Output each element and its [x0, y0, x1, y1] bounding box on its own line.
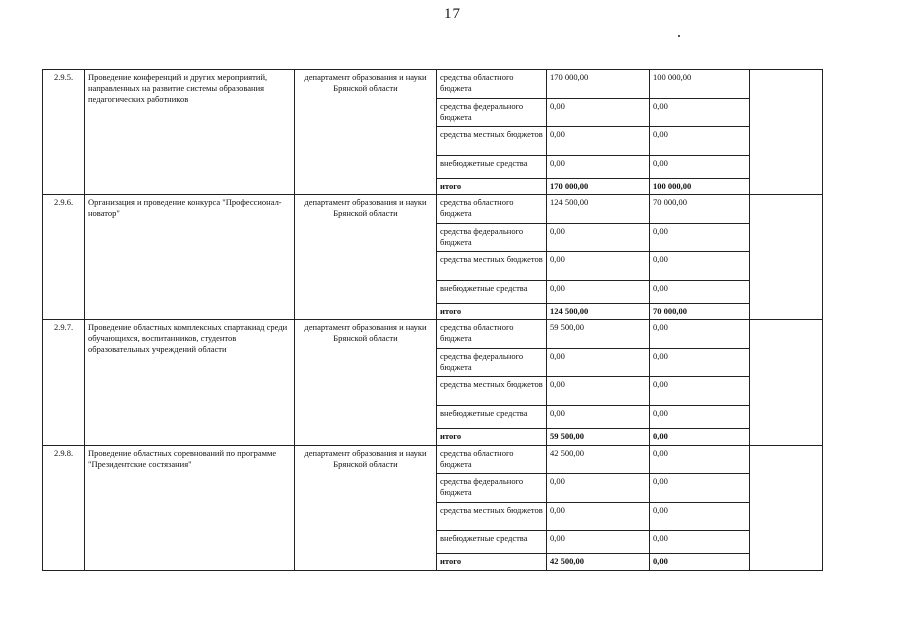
funding-source: средства областного бюджета — [437, 195, 547, 224]
empty-column — [750, 320, 823, 445]
total-label: итого — [437, 304, 547, 320]
amount-1: 0,00 — [547, 405, 650, 428]
item-title: Проведение конференций и других мероприятий, направленных на развитие системы образования педагогических работников — [85, 70, 295, 195]
item-department: департамент образования и науки Брянской области — [295, 70, 437, 195]
amount-2: 100 000,00 — [650, 70, 750, 99]
total-amount-1: 124 500,00 — [547, 304, 650, 320]
amount-2: 0,00 — [650, 252, 750, 281]
amount-1: 170 000,00 — [547, 70, 650, 99]
funding-source: средства областного бюджета — [437, 70, 547, 99]
amount-2: 0,00 — [650, 127, 750, 156]
amount-2: 0,00 — [650, 502, 750, 531]
amount-2: 0,00 — [650, 405, 750, 428]
item-title: Проведение областных комплексных спартакиад среди обучающихся, воспитанников, студентов образовательных учреждений области — [85, 320, 295, 445]
amount-2: 0,00 — [650, 531, 750, 554]
item-department: департамент образования и науки Брянской области — [295, 195, 437, 320]
amount-1: 0,00 — [547, 223, 650, 252]
item-department: департамент образования и науки Брянской области — [295, 445, 437, 570]
amount-1: 0,00 — [547, 98, 650, 127]
amount-2: 0,00 — [650, 348, 750, 377]
page-number: 17 — [444, 6, 461, 22]
empty-column — [750, 195, 823, 320]
amount-1: 0,00 — [547, 280, 650, 303]
amount-2: 0,00 — [650, 474, 750, 503]
amount-1: 124 500,00 — [547, 195, 650, 224]
total-amount-2: 0,00 — [650, 554, 750, 571]
amount-1: 59 500,00 — [547, 320, 650, 349]
funding-source: средства федерального бюджета — [437, 474, 547, 503]
total-label: итого — [437, 554, 547, 571]
amount-1: 0,00 — [547, 502, 650, 531]
funding-row — [43, 70, 823, 99]
scan-speck — [678, 35, 680, 37]
amount-1: 0,00 — [547, 155, 650, 178]
amount-1: 0,00 — [547, 531, 650, 554]
total-amount-1: 42 500,00 — [547, 554, 650, 571]
amount-2: 0,00 — [650, 223, 750, 252]
budget-table — [42, 69, 823, 571]
funding-row — [43, 445, 823, 474]
funding-source: средства местных бюджетов — [437, 127, 547, 156]
funding-source: средства федерального бюджета — [437, 348, 547, 377]
amount-1: 0,00 — [547, 127, 650, 156]
funding-source: средства федерального бюджета — [437, 98, 547, 127]
amount-2: 0,00 — [650, 155, 750, 178]
total-amount-2: 0,00 — [650, 429, 750, 445]
amount-1: 0,00 — [547, 252, 650, 281]
funding-source: внебюджетные средства — [437, 405, 547, 428]
amount-2: 0,00 — [650, 320, 750, 349]
amount-2: 0,00 — [650, 445, 750, 474]
funding-source: внебюджетные средства — [437, 531, 547, 554]
total-amount-2: 100 000,00 — [650, 178, 750, 194]
empty-column — [750, 70, 823, 195]
funding-source: средства местных бюджетов — [437, 252, 547, 281]
funding-source: средства местных бюджетов — [437, 502, 547, 531]
total-amount-1: 59 500,00 — [547, 429, 650, 445]
amount-1: 42 500,00 — [547, 445, 650, 474]
item-title: Проведение областных соревнований по программе "Президентские состязания" — [85, 445, 295, 570]
amount-2: 70 000,00 — [650, 195, 750, 224]
funding-source: средства областного бюджета — [437, 445, 547, 474]
total-label: итого — [437, 178, 547, 194]
amount-1: 0,00 — [547, 474, 650, 503]
item-number: 2.9.6. — [43, 195, 85, 320]
amount-1: 0,00 — [547, 377, 650, 406]
item-department: департамент образования и науки Брянской области — [295, 320, 437, 445]
amount-2: 0,00 — [650, 98, 750, 127]
total-amount-2: 70 000,00 — [650, 304, 750, 320]
item-title: Организация и проведение конкурса "Профессионал-новатор" — [85, 195, 295, 320]
funding-source: внебюджетные средства — [437, 155, 547, 178]
funding-source: средства федерального бюджета — [437, 223, 547, 252]
amount-2: 0,00 — [650, 280, 750, 303]
amount-1: 0,00 — [547, 348, 650, 377]
funding-source: внебюджетные средства — [437, 280, 547, 303]
amount-2: 0,00 — [650, 377, 750, 406]
table-body — [43, 70, 823, 571]
empty-column — [750, 445, 823, 570]
item-number: 2.9.8. — [43, 445, 85, 570]
funding-source: средства местных бюджетов — [437, 377, 547, 406]
funding-row — [43, 195, 823, 224]
total-label: итого — [437, 429, 547, 445]
item-number: 2.9.7. — [43, 320, 85, 445]
funding-source: средства областного бюджета — [437, 320, 547, 349]
funding-row — [43, 320, 823, 349]
total-amount-1: 170 000,00 — [547, 178, 650, 194]
item-number: 2.9.5. — [43, 70, 85, 195]
